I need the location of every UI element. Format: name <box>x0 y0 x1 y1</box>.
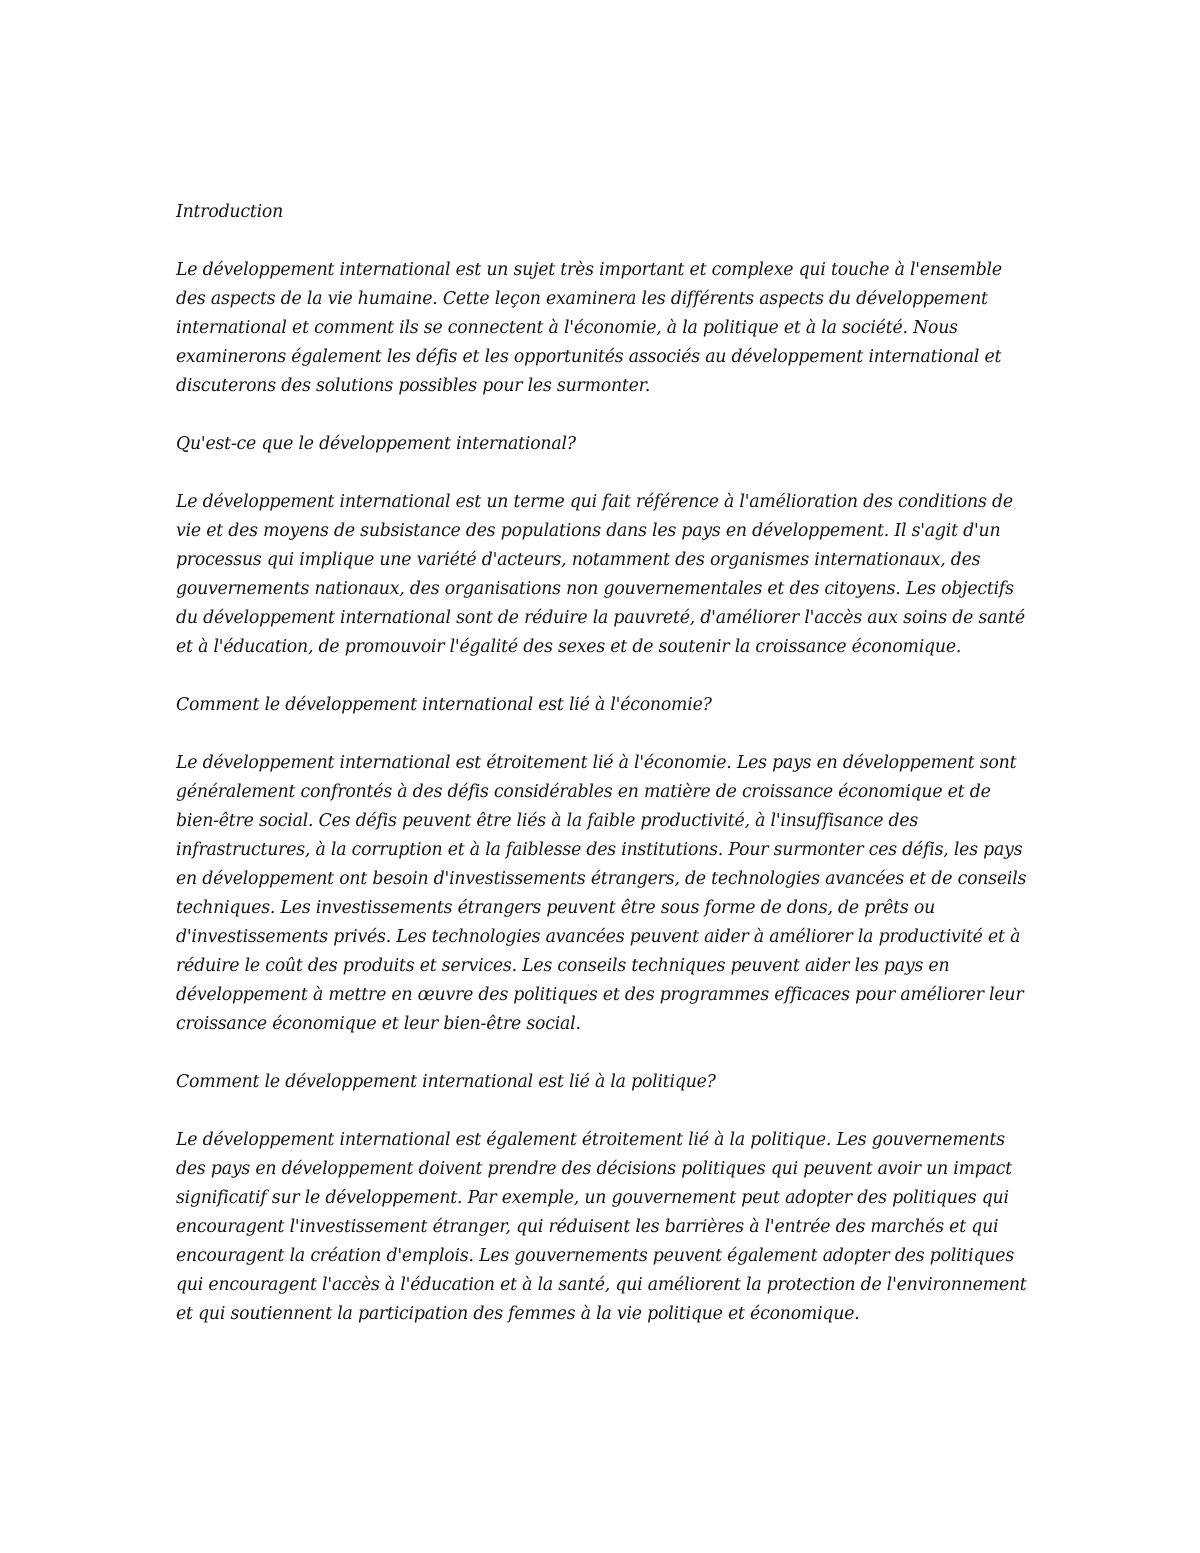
paragraph-economy: Le développement international est étroitement lié à l'économie. Les pays en développement sont généralement confrontés à des défis considérables en matière de croissance économique et de bien-être social. Ces défis peuvent être liés à la faible productivité, à l'insuffisance des infrastructures, à la corruption et à la faiblesse des institutions. Pour surmonter ces défis, les pays en développement ont besoin d'investissements étrangers, de technologies avancées et de conseils techniques. Les investissements étrangers peuvent être sous forme de dons, de prêts ou d'investissements privés. Les technologies avancées peuvent aider à améliorer la productivité et à réduire le coût des produits et services. Les conseils techniques peuvent aider les pays en développement à mettre en œuvre des politiques et des programmes efficaces pour améliorer leur croissance économique et leur bien-être social. <box>176 753 1027 1034</box>
section-heading-politics: Comment le développement international est lié à la politique? <box>176 1072 716 1092</box>
section-heading-economy: Comment le développement international est lié à l'économie? <box>176 695 712 715</box>
paragraph-introduction: Le développement international est un sujet très important et complexe qui touche à l'ensemble des aspects de la vie humaine. Cette leçon examinera les différents aspects du développement international et comment ils se connectent à l'économie, à la politique et à la société. Nous examinerons également les défis et les opportunités associés au développement international et discuterons des solutions possibles pour les surmonter. <box>176 260 1002 396</box>
section-heading-definition: Qu'est-ce que le développement international? <box>176 434 576 454</box>
paragraph-definition: Le développement international est un terme qui fait référence à l'amélioration des conditions de vie et des moyens de subsistance des populations dans les pays en développement. Il s'agit d'un processus qui implique une variété d'acteurs, notamment des organismes internationaux, des gouvernements nationaux, des organisations non gouvernementales et des citoyens. Les objectifs du développement international sont de réduire la pauvreté, d'améliorer l'accès aux soins de santé et à l'éducation, de promouvoir l'égalité des sexes et de soutenir la croissance économique. <box>176 492 1025 657</box>
section-heading-introduction: Introduction <box>176 202 284 222</box>
paragraph-politics: Le développement international est également étroitement lié à la politique. Les gouvernements des pays en développement doivent prendre des décisions politiques qui peuvent avoir un impact significatif sur le développement. Par exemple, un gouvernement peut adopter des politiques qui encouragent l'investissement étranger, qui réduisent les barrières à l'entrée des marchés et qui encouragent la création d'emplois. Les gouvernements peuvent également adopter des politiques qui encouragent l'accès à l'éducation et à la santé, qui améliorent la protection de l'environnement et qui soutiennent la participation des femmes à la vie politique et économique. <box>176 1130 1027 1324</box>
document-body <box>176 198 1036 1329</box>
